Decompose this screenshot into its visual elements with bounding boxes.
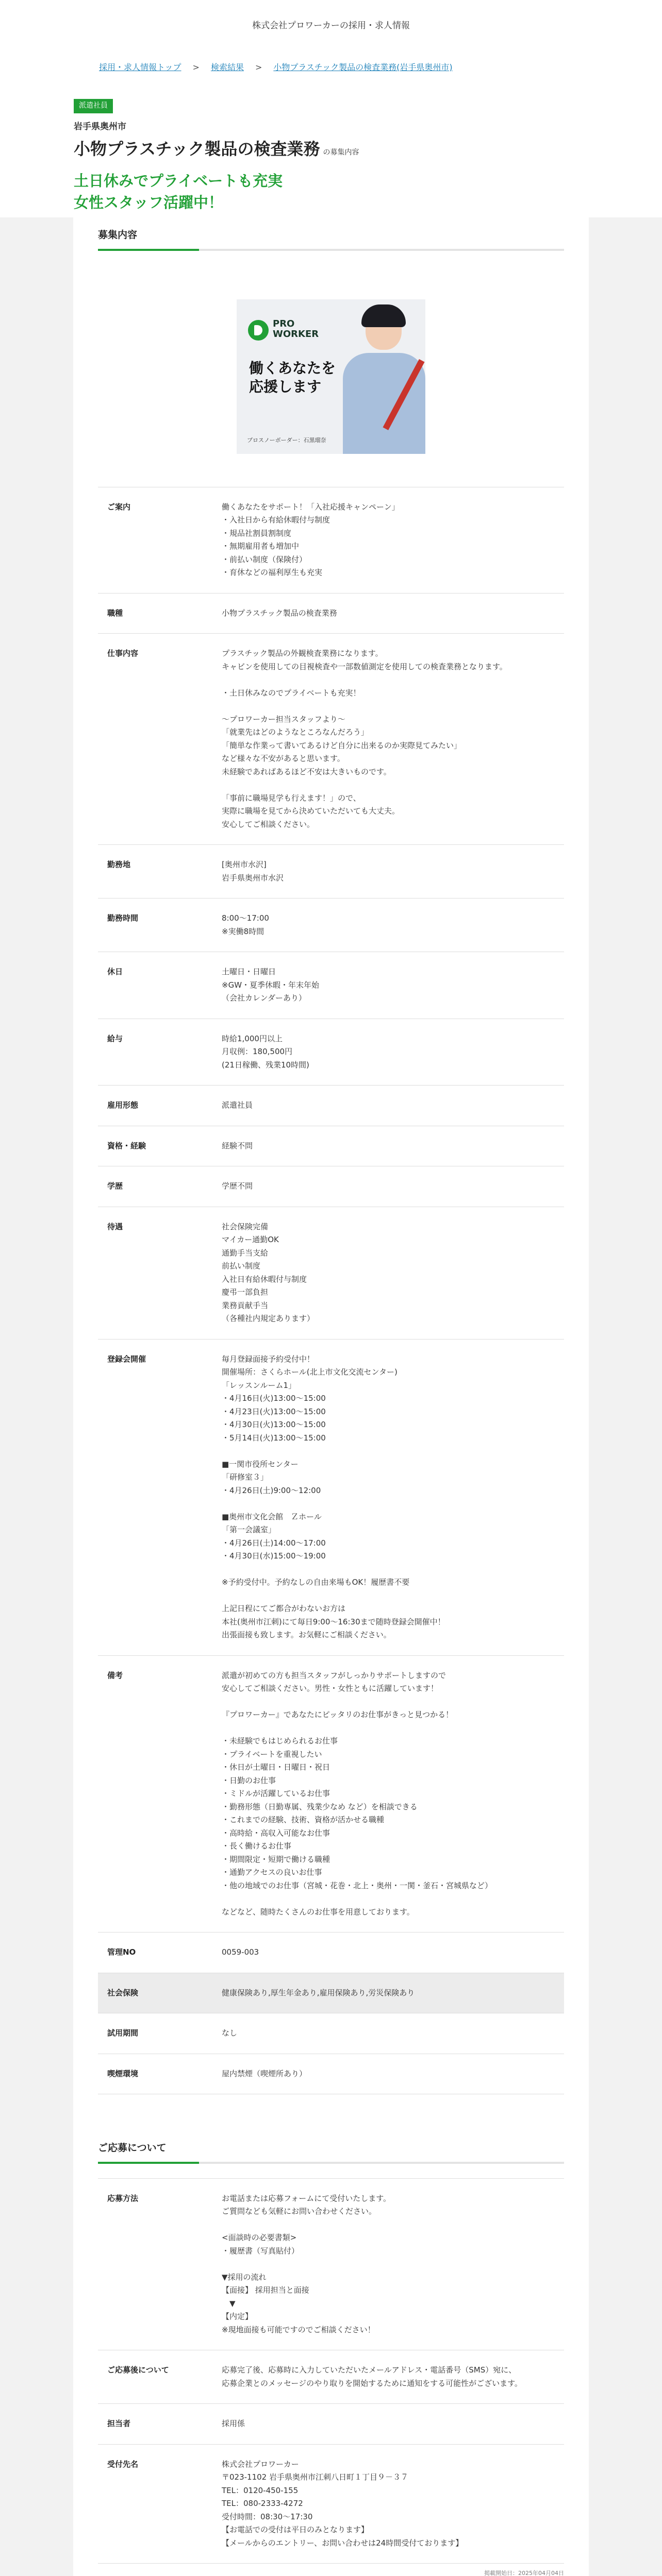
table-row <box>98 1019 564 1086</box>
table-row <box>98 1339 564 1655</box>
table-row <box>98 634 564 845</box>
table-row <box>98 2444 564 2564</box>
row-label: 担当者 <box>98 2404 201 2445</box>
table-row <box>98 845 564 899</box>
row-value: 屋内禁煙（喫煙所あり） <box>201 2054 564 2094</box>
row-value: 派遣社員 <box>201 1086 564 1126</box>
row-value: 働くあなたをサポート！「入社応援キャンペーン」 ・入社日から有給休暇付与制度 ・規品社割員割制度 ・無期雇用者も増加中 ・前払い制度（保険付） ・育休などの福利厚生も充実 <box>201 487 564 593</box>
row-label: 待遇 <box>98 1207 201 1339</box>
row-label: 備考 <box>98 1655 201 1933</box>
row-label: 職種 <box>98 593 201 634</box>
table-row <box>98 1126 564 1166</box>
row-value: 社会保険完備 マイカー通勤OK 通勤手当支給 前払い制度 入社日有給休暇付与制度 慶弔一部負担 業務貢献手当 （各種社内規定あります） <box>201 1207 564 1339</box>
row-value: 8:00～17:00 ※実働8時間 <box>201 899 564 952</box>
job-title: 小物プラスチック製品の検査業務 <box>74 139 320 159</box>
row-value: 健康保険あり,厚生年金あり,雇用保険あり,労災保険あり <box>201 1973 564 2013</box>
main-content <box>73 206 589 2576</box>
breadcrumb-separator: > <box>255 62 262 72</box>
job-area: 岩手県奥州市 <box>74 121 126 132</box>
hero <box>0 38 662 218</box>
table-row <box>98 2054 564 2094</box>
row-value: 経験不問 <box>201 1126 564 1166</box>
employment-type-badge: 派遣社員 <box>74 99 113 113</box>
row-value: 採用係 <box>201 2404 564 2445</box>
table-row <box>98 1086 564 1126</box>
table-row <box>98 1207 564 1339</box>
update-date: 掲載開始日：2025年04月04日 <box>484 2570 564 2576</box>
row-value: [奥州市水沢] 岩手県奥州市水沢 <box>201 845 564 899</box>
row-label: ご案内 <box>98 487 201 593</box>
section-underline <box>98 2162 564 2164</box>
table-row <box>98 899 564 952</box>
table-row <box>98 952 564 1019</box>
row-label: 登録会開催 <box>98 1339 201 1655</box>
catch-line-1: 土日休みでプライベートも充実 <box>74 172 283 190</box>
job-photo-wrap <box>73 251 589 487</box>
recruit-table <box>98 487 564 2095</box>
row-value: 派遣が初めての方も担当スタッフがしっかりサポートしますので 安心してご相談ください。男性・女性ともに活躍しています！ 『プロワーカー』であなたにピッタリのお仕事がきっと見つかる！ ・未経験でもはじめられるお仕事 ・プライベートを重視したい ・休日が土曜日・日曜日・祝日 ・日勤のお仕事 ・ミドルが活躍しているお仕事 ・勤務形態（日勤専属、残業少なめ など）を相談できる ・これまでの経験、技術、資格が活かせる職種 ・高時給・高収入可能なお仕事 ・長く働けるお仕事 ・期間限定・短期で働ける職種 ・通勤アクセスの良いお仕事 ・他の地域でのお仕事（宮城・花巻・北上・奥州・一関・釜石・宮城県など） などなど、随時たくさんのお仕事を用意しております。 <box>201 1655 564 1933</box>
row-label: ご応募後について <box>98 2350 201 2404</box>
row-label: 勤務地 <box>98 845 201 899</box>
page-title <box>74 139 662 160</box>
photo-logo-line-2: WORKER <box>273 329 319 340</box>
row-label: 喫煙環境 <box>98 2054 201 2094</box>
row-value: 毎月登録面接予約受付中！ 開催場所：さくらホール(北上市文化交流センター) 「レッスンルーム1」 ・4月16日(火)13:00～15:00 ・4月23日(火)13:00～15:00 ・4月30日(火)13:00～15:00 ・5月14日(火)13:00～15:00 ■一関市役所センター 「研修室３」 ・4月26日(土)9:00～12:00 ■奥州市文化会館 Ｚホール 「第一会議室」 ・4月26日(土)14:00～17:00 ・4月30日(水)15:00～19:00 ※予約受付中。予約なしの自由来場もOK！履歴書不要 上記日程にてご都合がわないお方は 本社(奥州市江刺)にて毎日9:00～16:30まで随時登録会開催中！ 出張面接も致します。お気軽にご相談ください。 <box>201 1339 564 1655</box>
row-value: 小物プラスチック製品の検査業務 <box>201 593 564 634</box>
table-row <box>98 1933 564 1973</box>
row-label: 雇用形態 <box>98 1086 201 1126</box>
photo-logo-text <box>273 319 319 340</box>
table-row <box>98 2013 564 2054</box>
catch-line-2: 女性スタッフ活躍中！ <box>74 194 224 212</box>
photo-caption: プロスノーボーダー：石黒瑠奈 <box>247 437 326 444</box>
row-label: 学歴 <box>98 1166 201 1207</box>
table-row <box>98 593 564 634</box>
row-value: 土曜日・日曜日 ※GW・夏季休暇・年末年始 （会社カレンダーあり） <box>201 952 564 1019</box>
table-row <box>98 2404 564 2445</box>
section-underline <box>98 249 564 251</box>
row-value: 0059-003 <box>201 1933 564 1973</box>
row-value: 時給1,000円以上 月収例：180,500円 (21日稼働、残業10時間) <box>201 1019 564 1086</box>
photo-slogan-line-2: 応援します <box>249 378 322 396</box>
job-title-suffix: の募集内容 <box>323 148 359 157</box>
person-body <box>343 353 425 454</box>
photo-slogan-line-1: 働くあなたを <box>249 359 336 377</box>
section-title-recruit: 募集内容 <box>98 229 138 241</box>
row-label: 勤務時間 <box>98 899 201 952</box>
row-label: 資格・経験 <box>98 1126 201 1166</box>
apply-table <box>98 2178 564 2564</box>
breadcrumb-home-link[interactable]: 採用・求人情報トップ <box>99 62 181 72</box>
table-row <box>98 1655 564 1933</box>
proworker-logo-icon <box>248 320 269 341</box>
table-row <box>98 2350 564 2404</box>
row-label: 試用期間 <box>98 2013 201 2054</box>
photo-slogan <box>249 359 336 397</box>
section-title-apply: ご応募について <box>98 2142 167 2154</box>
row-value: プラスチック製品の外観検査業務になります。 キャビンを使用しての目視検査や一部数値測定を使用しての検査業務となります。 ・土日休みなのでプライベートも充実！ ～プロワーカー担当スタッフより～ 「就業先はどのようなところなんだろう」 「簡単な作業って書いてあるけど自分に出来るのか実際見てみたい」 など様々な不安があると思います。 未経験であればあるほど不安は大きいものです。 「事前に職場見学も行えます！」ので、 実際に職場を見てから決めていただいても大丈夫。 安心してご相談ください。 <box>201 634 564 845</box>
table-row <box>98 1166 564 1207</box>
section-gap <box>73 2094 589 2140</box>
row-label: 社会保険 <box>98 1973 201 2013</box>
breadcrumb-search-link[interactable]: 検索結果 <box>210 62 244 72</box>
row-label: 給与 <box>98 1019 201 1086</box>
table-row <box>98 1973 564 2013</box>
person-hat <box>361 304 406 327</box>
breadcrumb-current-link[interactable]: 小物プラスチック製品の検査業務(岩手県奥州市) <box>273 62 453 72</box>
row-label: 仕事内容 <box>98 634 201 845</box>
row-value: お電話または応募フォームにて受付いたします。 ご質問なども気軽にお問い合わせください。 <面談時の必要書類> ・履歴書（写真貼付） ▼採用の流れ 【面接】 採用担当と面接 ▼ 【内定】 ※現地面接も可能ですのでご相談ください！ <box>201 2178 564 2350</box>
site-title: 株式会社プロワーカーの採用・求人情報 <box>0 0 662 38</box>
apply-section-header <box>73 2140 589 2163</box>
table-row <box>98 487 564 593</box>
row-label: 管理NO <box>98 1933 201 1973</box>
breadcrumb <box>73 38 589 74</box>
job-photo <box>237 299 425 454</box>
row-label: 応募方法 <box>98 2178 201 2350</box>
row-label: 受付先名 <box>98 2444 201 2564</box>
row-value: 応募完了後、応募時に入力していただいたメールアドレス・電話番号（SMS）宛に、 応募企業とのメッセージのやり取りを開始するために通知をする可能性がございます。 <box>201 2350 564 2404</box>
table-row <box>98 2178 564 2350</box>
breadcrumb-separator: > <box>192 62 200 72</box>
recruit-section-header <box>73 227 589 250</box>
row-value: 学歴不問 <box>201 1166 564 1207</box>
row-value: 株式会社プロワーカー 〒023-1102 岩手県奥州市江刺八日町１丁目９－３７ TEL：0120-450-155 TEL：080-2333-4272 受付時間：08:30～17:30 【お電話での受付は平日のみとなります】 【メールからのエントリー、お問い合わせは24時間受付ております】 <box>201 2444 564 2564</box>
row-value: なし <box>201 2013 564 2054</box>
photo-logo-line-1: PRO <box>273 318 295 329</box>
row-label: 休日 <box>98 952 201 1019</box>
